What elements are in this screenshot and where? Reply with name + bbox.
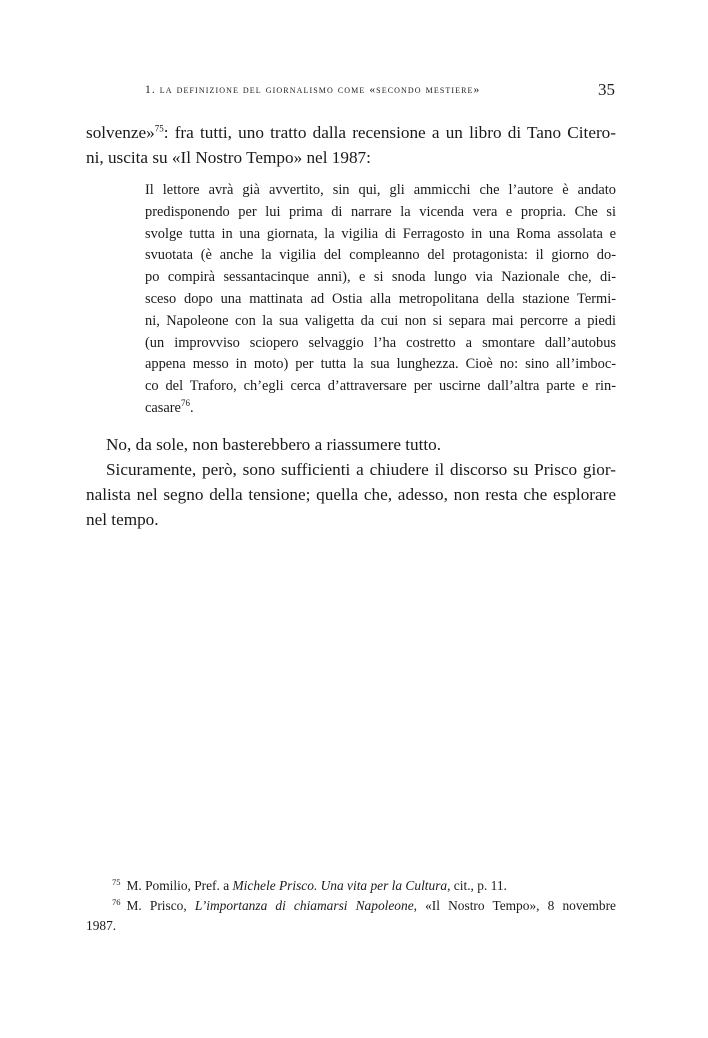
text-line: nel tempo. bbox=[86, 509, 159, 529]
text-line: No, da sole, non basterebbero a riassumere tutto. bbox=[106, 434, 442, 454]
quote-line bbox=[145, 398, 616, 420]
quote-line: predisponendo per lui prima di narrare la vicenda vera e propria. Che si bbox=[145, 203, 616, 220]
footnote-ref-75: 75 bbox=[154, 123, 164, 134]
footnote-text: M. Prisco, bbox=[126, 898, 195, 913]
quote-line: ni, Napoleone con la sua valigetta da cui non si separa mai percorre a piedi bbox=[145, 312, 616, 329]
text-line: nalista nel segno della tensione; quella che, adesso, non resta che esplorare bbox=[86, 484, 616, 504]
running-title: 1. la definizione del giornalismo come «secondo mestiere» bbox=[145, 84, 481, 96]
page-number: 35 bbox=[598, 80, 615, 99]
paragraph-2 bbox=[86, 432, 616, 457]
footnote-title: L’importanza di chiamarsi Napoleone bbox=[194, 898, 414, 913]
quote-line: sceso dopo una mattinata ad Ostia alla metropolitana della stazione Termi- bbox=[145, 290, 616, 307]
footnote-text: , «Il Nostro Tempo», 8 novembre bbox=[413, 898, 616, 913]
quote-line: po compirà sessantacinque anni), e si snoda lungo via Nazionale che, di- bbox=[145, 269, 616, 286]
footnote-number: 76 bbox=[112, 896, 121, 907]
quote-line: co del Traforo, ch’egli cerca d’attraversare per uscirne dall’altra parte e rin- bbox=[145, 378, 616, 395]
footnote-title: Michele Prisco. Una vita per la Cultura bbox=[232, 878, 448, 893]
text-segment: : fra tutti, uno tratto dalla recensione a un libro di Tano Citero- bbox=[163, 123, 616, 142]
quote-line: svolge tutta in una giornata, la vigilia di Ferragosto in una Roma assolata e bbox=[145, 225, 616, 242]
block-quote bbox=[145, 180, 616, 420]
text-segment: solvenze» bbox=[86, 123, 155, 142]
text-line: Sicuramente, però, sono sufficienti a chiudere il discorso su Prisco gior- bbox=[106, 459, 616, 479]
footnote-ref-76: 76 bbox=[180, 398, 190, 409]
quote-line: svuotata (è anche la vigilia del compleanno del protagonista: il giorno do- bbox=[145, 247, 616, 264]
footnote-number: 75 bbox=[112, 876, 121, 887]
paragraph-3 bbox=[86, 457, 616, 532]
quote-line: (un improvviso sciopero selvaggio l’ha costretto a smontare dall’autobus bbox=[145, 334, 616, 351]
footnote-text: M. Pomilio, Pref. a bbox=[126, 878, 233, 893]
text-segment: casare bbox=[145, 399, 181, 416]
body-text bbox=[86, 120, 616, 532]
text-line bbox=[86, 120, 616, 145]
paragraph-intro bbox=[86, 120, 616, 170]
text-line: ni, uscita su «Il Nostro Tempo» nel 1987: bbox=[86, 148, 371, 167]
text-segment: . bbox=[189, 399, 194, 416]
quote-line: appena messo in moto) per tutta la sua lunghezza. Cioè no: sino all’imboc- bbox=[145, 356, 616, 373]
quote-line: Il lettore avrà già avvertito, sin qui, gli ammicchi che l’autore è andato bbox=[145, 182, 616, 198]
footnote-76 bbox=[86, 896, 616, 916]
footnote-text: , cit., p. 11. bbox=[447, 878, 507, 893]
footnote-76-continued: 1987. bbox=[86, 918, 117, 933]
footnotes bbox=[86, 876, 616, 936]
running-head bbox=[145, 80, 615, 104]
footnote-75 bbox=[86, 876, 616, 896]
